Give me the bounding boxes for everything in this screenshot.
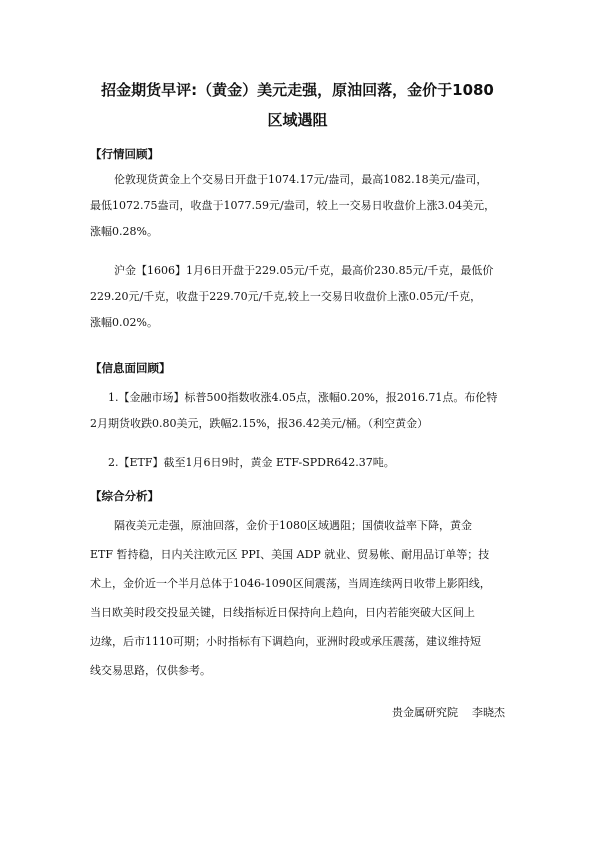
- paragraph-text: 沪金【1606】1月6日开盘于229.05元/千克，最高价230.85元/千克，最低价: [114, 264, 494, 277]
- paragraph-text: 隔夜美元走强，原油回落，金价于1080区域遇阻；国债收益率下降，黄金: [114, 519, 472, 532]
- document-title-line-1: 招金期货早评:（黄金）美元走强，原油回落，金价于1080: [101, 81, 494, 99]
- paragraph-line: [90, 167, 520, 193]
- list-item-line: [90, 385, 520, 411]
- list-item-line: [90, 450, 520, 476]
- paragraph-line: 术上，金价近一个半月总体于1046-1090区间震荡，当周连续两日收带上影阳线，: [90, 577, 491, 590]
- document-title-line-2: 区域遇阻: [267, 111, 328, 129]
- list-item-text: 2.【ETF】截至1月6日9时，黄金 ETF-SPDR642.37吨。: [108, 456, 395, 469]
- paragraph-line: 涨幅0.02%。: [90, 316, 158, 329]
- section-heading-analysis: 【综合分析】: [90, 489, 159, 503]
- list-item-text: 1.【金融市场】标普500指数收涨4.05点，涨幅0.20%，报2016.71点。布伦特: [108, 391, 498, 404]
- paragraph-line: 当日欧美时段交投显关键，日线指标近日保持向上趋向，日内若能突破大区间上: [90, 606, 475, 619]
- paragraph-text: 伦敦现货黄金上个交易日开盘于1074.17元/盎司，最高1082.18美元/盎司，: [114, 173, 488, 186]
- paragraph-line: [90, 258, 520, 284]
- section-heading-market-review: 【行情回顾】: [90, 147, 159, 161]
- paragraph-line: 最低1072.75盎司，收盘于1077.59元/盎司，较上一交易日收盘价上涨3.04美元，: [90, 199, 496, 212]
- author-signature: 贵金属研究院 李晓杰: [392, 706, 505, 719]
- section-heading-news-review: 【信息面回顾】: [90, 361, 171, 375]
- paragraph-line: ETF 暂持稳，日内关注欧元区 PPI、美国 ADP 就业、贸易帐、耐用品订单等；技: [90, 548, 490, 561]
- paragraph-line: 229.20元/千克，收盘于229.70元/千克,较上一交易日收盘价上涨0.05元/千克，: [90, 290, 482, 303]
- list-item-line: 2月期货收跌0.80美元，跌幅2.15%，报36.42美元/桶。（利空黄金）: [90, 417, 429, 430]
- paragraph-line: 线交易思路，仅供参考。: [90, 664, 211, 677]
- paragraph-line: 涨幅0.28%。: [90, 225, 158, 238]
- paragraph-line: 边缘，后市1110可期；小时指标有下调趋向，亚洲时段或承压震荡，建议维持短: [90, 635, 481, 648]
- paragraph-line: [90, 513, 520, 539]
